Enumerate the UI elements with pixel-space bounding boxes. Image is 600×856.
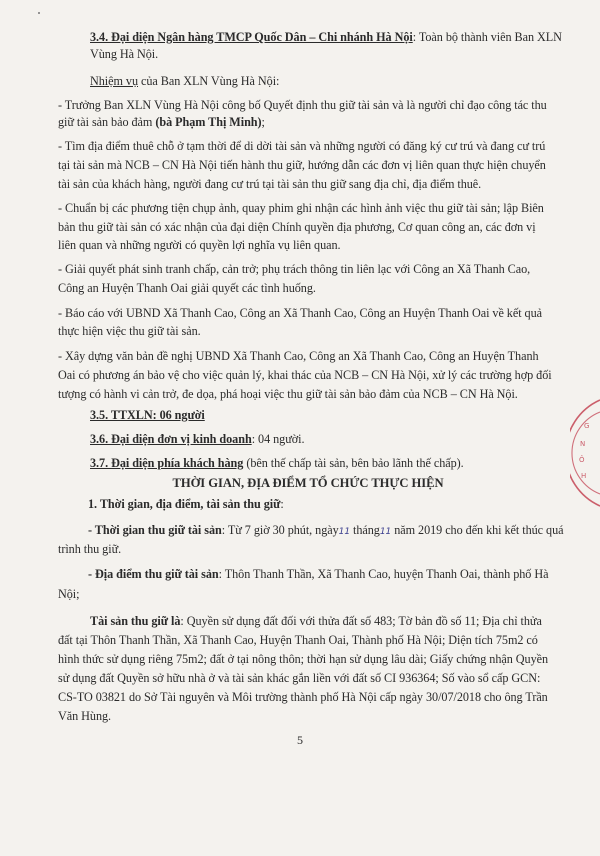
place-line2: Nội; [58, 587, 80, 601]
s36-heading: 3.6. Đại diện đơn vị kinh doanh [90, 432, 252, 446]
time-line: - Thời gian thu giữ tài sản: Từ 7 giờ 30 phút, ngày11 tháng11 năm 2019 cho đến khi kết thúc quá [88, 523, 564, 537]
time-label: - Thời gian thu giữ tài sản [88, 523, 222, 537]
asset-line4: sử dụng đất Quyền sở hữu nhà ở và tài sản khác gắn liền với đất số CI 936364; Số vào sổ cấp GCN: [58, 671, 541, 685]
svg-text:G: G [584, 422, 590, 430]
handwritten-month: 11 [379, 527, 392, 537]
section-title: THỜI GIAN, ĐỊA ĐIỂM TỔ CHỨC THỰC HIỆN [172, 476, 444, 490]
duty-p2-l2: tại tài sản mà NCB – CN Hà Nội tiến hành thu giữ, hướng dẫn các đơn vị liên quan thực hiện chuyển [58, 158, 546, 172]
place-label: - Địa điểm thu giữ tài sản [88, 567, 219, 581]
duty-p2-l1: - Tìm địa điểm thuê chỗ ở tạm thời để di dời tài sản và những người có đăng ký cư trú và đang cư trú [58, 139, 546, 153]
duty-p6-l2: Oai có phương án bảo vệ cho việc quản lý, khai thác của NCB – CN Hà Nội, xử lý các trường hợp đối [58, 368, 552, 382]
duty-p6-l1: - Xây dựng văn bản đề nghị UBND Xã Thanh Cao, Công an Xã Thanh Cao, Công an Huyện Thanh [58, 349, 539, 363]
s34-line2: Vùng Hà Nội. [90, 47, 159, 61]
place-line: - Địa điểm thu giữ tài sản: Thôn Thanh Thần, Xã Thanh Cao, huyện Thanh Oai, thành phố Hà [88, 567, 549, 581]
s1-heading-line: 1. Thời gian, địa điểm, tài sản thu giữ: [88, 497, 284, 511]
red-stamp-seal [570, 398, 600, 508]
s34-heading: 3.4. Đại diện Ngân hàng TMCP Quốc Dân – Chi nhánh Hà Nội [90, 30, 413, 44]
duty-p1-l2: giữ tài sản bảo đảm (bà Phạm Thị Minh); [58, 115, 265, 129]
s35-heading: 3.5. TTXLN: 06 người [90, 408, 205, 422]
duty-p1-l1: - Trưởng Ban XLN Vùng Hà Nội công bố Quyết định thu giữ tài sản và là người chỉ đạo công tác thu [58, 98, 547, 112]
asset-line3: hình thức sử dụng riêng 75m2; đất ở tại nông thôn; thời hạn sử dụng lâu dài; Giấy chứng nhận Quyền [58, 652, 549, 666]
duty-p3-l2: bản thu giữ tài sản có xác nhận của đại diện Chính quyền địa phương, Cơ quan công an, các đơn vị [58, 220, 536, 234]
time-line2: trình thu giữ. [58, 542, 122, 556]
scan-dot [38, 12, 40, 14]
duty-p4-l2: Công an Huyện Thanh Oai giải quyết các tình huống. [58, 281, 316, 295]
asset-line1: Tài sản thu giữ là: Quyền sử dụng đất đối với thửa đất số 483; Tờ bản đồ số 11; Địa chỉ thửa [90, 614, 542, 628]
duty-p5-l1: - Báo cáo với UBND Xã Thanh Cao, Công an Xã Thanh Cao, Công an Huyện Thanh Oai về kết quả [58, 306, 542, 320]
s34-heading-line: 3.4. Đại diện Ngân hàng TMCP Quốc Dân – Chi nhánh Hà Nội: Toàn bộ thành viên Ban XLN [90, 30, 562, 44]
duty-p5-l2: thực hiện việc thu giữ tài sản. [58, 324, 201, 338]
s36-line: 3.6. Đại diện đơn vị kinh doanh: 04 người. [90, 432, 305, 446]
s35-line [90, 407, 558, 423]
s37-heading: 3.7. Đại diện phía khách hàng [90, 456, 244, 470]
handwritten-day: 11 [338, 527, 351, 537]
duty-p3-l3: liên quan và những người có quyền lợi nghĩa vụ liên quan. [58, 238, 341, 252]
s37-line: 3.7. Đại diện phía khách hàng (bên thế chấp tài sản, bên bảo lãnh thế chấp). [90, 456, 464, 470]
duty-p4-l1: - Giải quyết phát sinh tranh chấp, cản trở; phụ trách thông tin liên lạc với Công an Xã Thanh Cao, [58, 262, 531, 276]
duty-p2-l3: tài sản của khách hàng, người đang cư trú tại tài sản thu giữ sang địa chỉ, địa điểm thuê. [58, 177, 482, 191]
s1-heading: 1. Thời gian, địa điểm, tài sản thu giữ [88, 497, 281, 511]
duty-p6-l3: tượng có hành vi cản trở, đe dọa, phá hoại việc thu giữ tài sản bảo đảm của NCB – CN Hà Nội. [58, 387, 518, 401]
page-number: 5 [297, 733, 303, 747]
asset-label: Tài sản thu giữ là [90, 614, 181, 628]
asset-line2: đất tại Thôn Thanh Thần, Xã Thanh Cao, Huyện Thanh Oai, Thành phố Hà Nội; Diện tích 75m2 có [58, 633, 538, 647]
svg-text:N: N [580, 440, 586, 448]
duty-p3-l1: - Chuẩn bị các phương tiện chụp ảnh, quay phim ghi nhận các hình ảnh việc thu giữ tài sản; lập Biên [58, 201, 544, 215]
duty-label: Nhiệm vụ [90, 74, 139, 88]
asset-line5: CS-TO 03821 do Sở Tài nguyên và Môi trường thành phố Hà Nội cấp ngày 30/07/2018 cho ông Trần [58, 690, 548, 704]
svg-text:Ô: Ô [579, 456, 585, 464]
s34-duty-line: Nhiệm vụ của Ban XLN Vùng Hà Nội: [90, 74, 280, 88]
svg-text:H: H [581, 472, 587, 480]
asset-line6: Văn Hùng. [58, 709, 112, 723]
